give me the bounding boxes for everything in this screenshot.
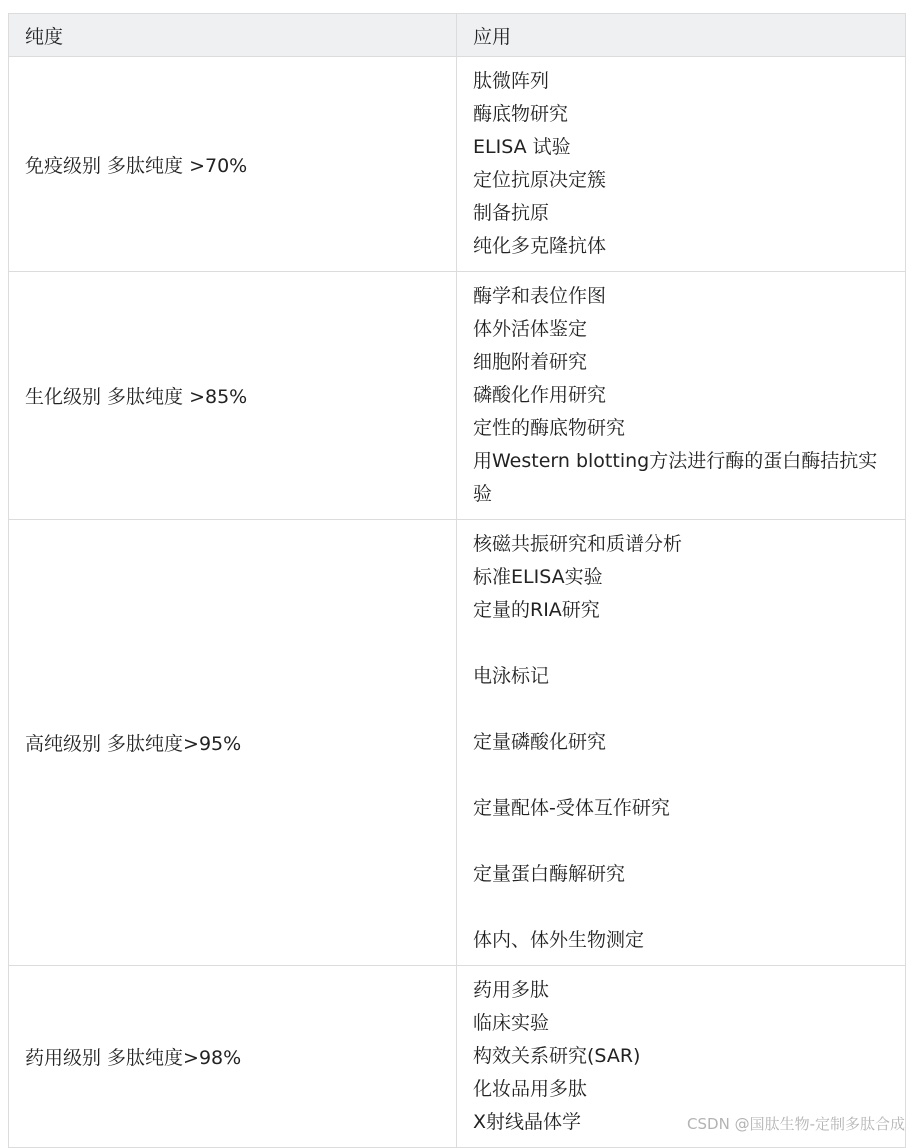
application-item: ELISA 试验 bbox=[473, 136, 571, 158]
application-item: 肽微阵列 bbox=[473, 70, 550, 92]
application-item: 构效关系研究(SAR) bbox=[473, 1045, 641, 1067]
purity-application-table bbox=[8, 13, 906, 1148]
purity-cell: 免疫级别 多肽纯度 >70% bbox=[9, 57, 457, 272]
blank-line bbox=[473, 627, 905, 660]
application-item: 体外活体鉴定 bbox=[473, 318, 588, 340]
application-item: 酶学和表位作图 bbox=[473, 285, 607, 307]
application-cell bbox=[457, 272, 906, 520]
application-item: 制备抗原 bbox=[473, 202, 550, 224]
purity-cell: 高纯级别 多肽纯度>95% bbox=[9, 520, 457, 966]
application-item: 标准ELISA实验 bbox=[473, 566, 603, 588]
application-item: 化妆品用多肽 bbox=[473, 1078, 588, 1100]
application-item: 定量磷酸化研究 bbox=[473, 731, 607, 753]
application-item: 定量配体-受体互作研究 bbox=[473, 797, 670, 819]
application-item: 定量蛋白酶解研究 bbox=[473, 863, 626, 885]
application-item: 纯化多克隆抗体 bbox=[473, 235, 607, 257]
application-item: 磷酸化作用研究 bbox=[473, 384, 607, 406]
blank-line bbox=[473, 693, 905, 726]
application-item: 定性的酶底物研究 bbox=[473, 417, 626, 439]
purity-cell: 药用级别 多肽纯度>98% bbox=[9, 966, 457, 1148]
blank-line bbox=[473, 759, 905, 792]
application-cell bbox=[457, 520, 906, 966]
application-item: 电泳标记 bbox=[473, 665, 550, 687]
application-item: X射线晶体学 bbox=[473, 1111, 582, 1133]
purity-cell: 生化级别 多肽纯度 >85% bbox=[9, 272, 457, 520]
application-item: 定位抗原决定簇 bbox=[473, 169, 607, 191]
table-row bbox=[9, 57, 906, 272]
watermark: CSDN @国肽生物-定制多肽合成 bbox=[687, 1115, 905, 1133]
table-header-row bbox=[9, 14, 906, 57]
table-row bbox=[9, 272, 906, 520]
blank-line bbox=[473, 891, 905, 924]
application-item: 酶底物研究 bbox=[473, 103, 569, 125]
application-item: 定量的RIA研究 bbox=[473, 599, 600, 621]
application-item: 药用多肽 bbox=[473, 979, 550, 1001]
application-item: 细胞附着研究 bbox=[473, 351, 588, 373]
table-row bbox=[9, 520, 906, 966]
header-application: 应用 bbox=[457, 14, 906, 57]
application-cell bbox=[457, 57, 906, 272]
application-item: 核磁共振研究和质谱分析 bbox=[473, 533, 683, 555]
application-item: 体内、体外生物测定 bbox=[473, 929, 645, 951]
application-item: 用Western blotting方法进行酶的蛋白酶拮抗实验 bbox=[473, 450, 878, 505]
application-item: 临床实验 bbox=[473, 1012, 550, 1034]
header-purity: 纯度 bbox=[9, 14, 457, 57]
blank-line bbox=[473, 825, 905, 858]
